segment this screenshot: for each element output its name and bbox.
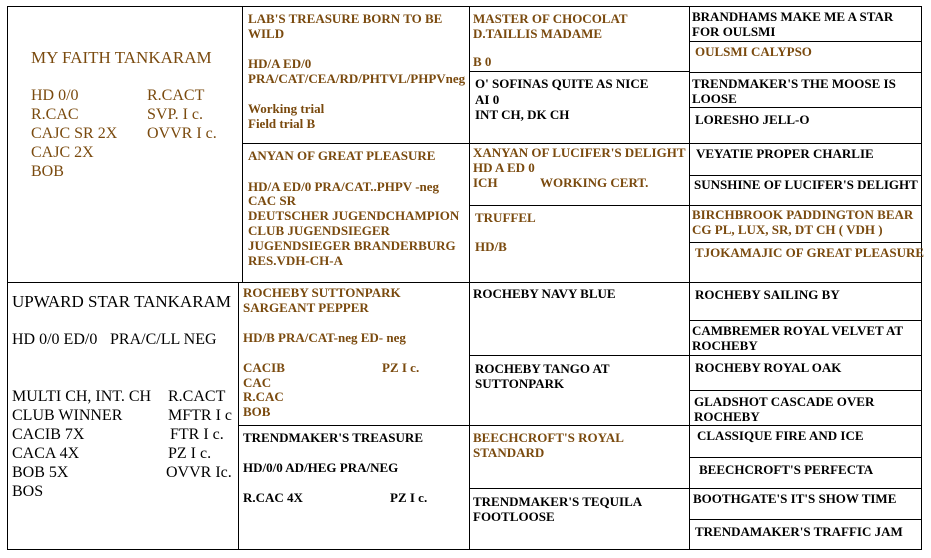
dam-title: MFTR I c	[168, 407, 232, 424]
gen2-sd-line: CLUB JUGENDSIEGER	[248, 223, 390, 238]
gen3-cell	[469, 488, 690, 550]
gen4-cell	[689, 205, 922, 243]
dam-title: OVVR Ic.	[166, 464, 232, 481]
gen4-name: TRENDMAKER'S THE MOOSE IS LOOSE	[692, 76, 896, 106]
gen4-cell	[689, 282, 922, 321]
dam-title: CACA 4X	[12, 445, 80, 462]
gen2-ds-title: BOB	[243, 404, 271, 419]
gen2-sire-dam-cell	[242, 143, 470, 283]
gen4-name: VEYATIE PROPER CHARLIE	[696, 146, 874, 161]
gen3-sss-name: MASTER OF CHOCOLAT D.TAILLIS MADAME	[473, 11, 628, 41]
gen2-sd-line: RES.VDH-CH-A	[248, 253, 343, 268]
gen4-cell	[689, 457, 922, 489]
dam-title: CLUB WINNER	[12, 407, 123, 424]
gen2-ss-name: LAB'S TREASURE BORN TO BE WILD	[248, 11, 443, 41]
gen4-extra: CG PL, LUX, SR, DT CH ( VDH )	[692, 222, 883, 237]
gen3-ssd-line: INT CH, DK CH	[475, 107, 570, 122]
gen2-ds-title: CAC	[243, 375, 272, 390]
gen3-dsd-name: ROCHEBY TANGO AT SUTTONPARK	[475, 361, 610, 391]
gen3-cell	[469, 143, 690, 206]
gen2-ss-line: HD/A ED/0	[248, 56, 312, 71]
gen4-cell	[689, 320, 922, 356]
gen2-sd-name: ANYAN OF GREAT PLEASURE	[248, 148, 436, 163]
gen3-dds-name: BEECHCROFT'S ROYAL STANDARD	[473, 430, 624, 460]
sire-title: SVP. I c.	[147, 106, 204, 123]
dam-title: R.CACT	[168, 388, 226, 405]
gen4-cell	[689, 107, 922, 144]
gen4-cell	[689, 175, 922, 206]
gen2-dam-sire-cell	[238, 282, 470, 426]
gen4-cell	[689, 242, 925, 283]
gen4-name: LORESHO JELL-O	[695, 112, 810, 127]
gen3-cell	[469, 6, 690, 72]
gen4-name: TJOKAMAJIC OF GREAT PLEASURE	[695, 245, 925, 260]
dam-title: BOB 5X	[12, 464, 69, 481]
gen2-dd-name: TRENDMAKER'S TREASURE	[243, 430, 423, 445]
gen2-ds-title: PZ I c.	[382, 360, 420, 375]
gen3-sss-line: B 0	[473, 54, 492, 69]
gen2-ds-name: ROCHEBY SUTTONPARK SARGEANT PEPPER	[243, 285, 401, 315]
sire-name: MY FAITH TANKARAM	[31, 48, 212, 67]
gen2-sd-line: DEUTSCHER JUGENDCHAMPION	[248, 208, 460, 223]
gen3-cell	[469, 425, 690, 489]
gen2-ss-line: Field trial B	[248, 116, 316, 131]
gen3-ddd-name: TRENDMAKER'S TEQUILA FOOTLOOSE	[473, 494, 642, 524]
gen3-cell	[469, 282, 690, 356]
gen4-cell	[689, 72, 922, 108]
sire-title: HD 0/0	[31, 87, 79, 104]
gen2-sd-line: JUGENDSIEGER BRANDERBURG	[248, 238, 456, 253]
gen3-dss-name: ROCHEBY NAVY BLUE	[473, 286, 616, 301]
sire-title: CAJC 2X	[31, 144, 94, 161]
gen2-dd-line: R.CAC 4X	[243, 490, 303, 505]
gen4-cell	[689, 41, 922, 73]
gen3-sds-name: XANYAN OF LUCIFER'S DELIGHT	[473, 145, 686, 160]
gen3-sds-line: ICH	[473, 175, 498, 190]
gen2-ss-line: Working trial	[248, 101, 325, 116]
gen4-cell	[689, 425, 922, 458]
gen2-ds-line: HD/B PRA/CAT-neg ED- neg	[243, 330, 406, 345]
dam-title: BOS	[12, 483, 44, 500]
sire-cell	[7, 6, 243, 283]
gen4-name: BEECHCROFT'S PERFECTA	[699, 462, 874, 477]
dam-health: PRA/C/LL NEG	[110, 331, 217, 348]
gen3-cell	[469, 205, 690, 283]
gen4-name: BRANDHAMS MAKE ME A STAR FOR OULSMI	[692, 9, 894, 39]
gen4-cell	[689, 6, 922, 42]
gen2-dd-line: HD/0/0 AD/HEG PRA/NEG	[243, 460, 399, 475]
gen4-cell	[689, 488, 922, 520]
gen2-sire-sire-cell	[242, 6, 470, 144]
gen3-cell	[469, 71, 690, 144]
dam-title: CACIB 7X	[12, 426, 85, 443]
gen2-ds-title: R.CAC	[243, 389, 284, 404]
sire-title: CAJC SR 2X	[31, 125, 118, 142]
gen4-cell	[689, 519, 922, 550]
gen3-ssd-line: AI 0	[475, 92, 500, 107]
gen2-dam-dam-cell	[238, 425, 470, 550]
gen3-sds-line: WORKING CERT.	[540, 175, 649, 190]
gen2-dd-line: PZ I c.	[390, 490, 428, 505]
gen3-ssd-name: O' SOFINAS QUITE AS NICE	[475, 76, 649, 91]
dam-title: MULTI CH, INT. CH	[12, 388, 152, 405]
gen4-cell	[689, 390, 922, 426]
gen4-name: TRENDAMAKER'S TRAFFIC JAM	[695, 524, 903, 539]
gen4-name: CAMBREMER ROYAL VELVET AT ROCHEBY	[692, 323, 903, 353]
gen4-cell	[689, 143, 922, 176]
gen3-sdd-line: HD/B	[475, 239, 507, 254]
gen4-name: GLADSHOT CASCADE OVER ROCHEBY	[694, 394, 875, 424]
gen4-name: ROCHEBY SAILING BY	[695, 287, 840, 302]
gen4-name: ROCHEBY ROYAL OAK	[695, 360, 842, 375]
sire-title: R.CAC	[31, 106, 79, 123]
dam-health: HD 0/0 ED/0	[12, 331, 98, 348]
sire-title: BOB	[31, 163, 64, 180]
dam-cell	[7, 282, 243, 550]
gen2-ds-title: CACIB	[243, 360, 285, 375]
sire-title: OVVR I c.	[147, 125, 217, 142]
gen2-sd-line: HD/A ED/0 PRA/CAT..PHPV -neg	[248, 179, 440, 194]
dam-name: UPWARD STAR TANKARAM	[12, 292, 231, 311]
dam-title: PZ I c.	[168, 445, 212, 462]
gen3-sds-line: HD A ED 0	[473, 160, 535, 175]
gen4-cell	[689, 355, 922, 391]
gen2-ss-line: PRA/CAT/CEA/RD/PHTVL/PHPVneg	[248, 71, 466, 86]
gen4-name: OULSMI CALYPSO	[695, 44, 812, 59]
gen4-name: BIRCHBROOK PADDINGTON BEAR	[692, 207, 914, 222]
sire-title: R.CACT	[147, 87, 205, 104]
gen4-name: CLASSIQUE FIRE AND ICE	[697, 428, 864, 443]
gen3-sdd-name: TRUFFEL	[475, 210, 536, 225]
gen4-name: BOOTHGATE'S IT'S SHOW TIME	[693, 491, 897, 506]
gen4-name: SUNSHINE OF LUCIFER'S DELIGHT	[694, 177, 918, 192]
gen3-cell	[469, 355, 690, 426]
dam-title: FTR I c.	[170, 426, 224, 443]
gen2-sd-line: CAC SR	[248, 193, 297, 208]
